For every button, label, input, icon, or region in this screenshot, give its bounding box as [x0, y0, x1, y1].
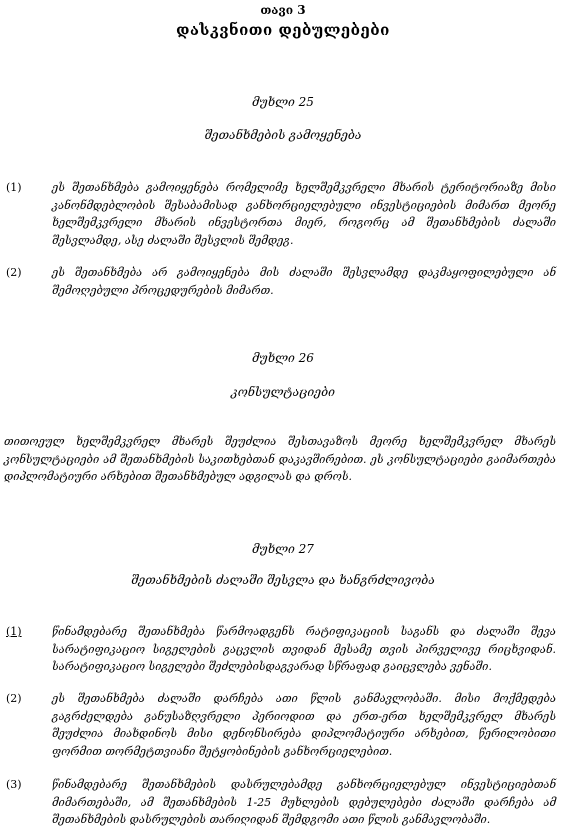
article-25-title: შეთანხმების გამოყენება [204, 128, 362, 142]
article-27-para-3-text: წინამდებარე შეთანხმების დასრულებამდე განხორციელებულ ინვესტიციებთან მიმართებაში, ამ შეთანხმების 1-25 მუხლების დებულებები ძალაში დარჩება ამ შეთანხმების დასრულების თარიღიდან შემდგომი ათი წლის განმავლობაში. [52, 778, 556, 826]
article-25-heading: მუხლი 25 [252, 95, 314, 109]
article-26-heading: მუხლი 26 [252, 351, 314, 365]
article-25-para-1-number: (1) [6, 181, 22, 194]
article-27-para-2-text: ეს შეთანხმება ძალაში დარჩება ათი წლის განმავლობაში. მისი მოქმედება გაგრძელდება განუსაზღვრელი პერიოდით და ერთ-ერთ ხელშემკვრელ მხარეს შეუძლია მიახდინოს მისი დენონსირება დიპლომატიური არხებით, წერილობითი ფორმით თორმეტთვიანი შეტყობინების განხორციელებით. [52, 692, 556, 758]
article-27-title: შეთანხმების ძალაში შესვლა და ხანგრძლივობა [131, 573, 435, 587]
article-27-para-2-number: (2) [6, 692, 22, 705]
article-26-title: კონსულტაციები [231, 385, 335, 399]
article-26-body: თითოეულ ხელშემკვრელ მხარეს შეუძლია შესთავაზოს მეორე ხელშემკვრელ მხარეს კონსულტაციები ამ შეთანხმების საკითხებთან დაკავშირებით. ეს კონსულტაციები გაიმართება დიპლომატიური არხებით შეთანხმებულ ადგილას და დროს. [4, 435, 556, 483]
article-27-para-1-number: (1) [6, 625, 22, 638]
chapter-number: თავი 3 [260, 3, 306, 17]
article-27-para-1-text: წინამდებარე შეთანხმება წარმოადგენს რატიფიკაციის საგანს და ძალაში შევა სარატიფიკაციო სიგელების გაცვლის თვიდან მესამე თვის პირველივე რიცხვიდან. სარატიფიკაციო სიგელები შეძლებისდაგვარად სწრაფად გაიცვლება ვენაში. [52, 625, 556, 673]
article-25-para-2-text: ეს შეთანხმება არ გამოიყენება მის ძალაში შესვლამდე დაკმაყოფილებული ან შემოღებული პროცედურების მიმართ. [52, 266, 556, 297]
article-25-para-2-number: (2) [6, 266, 22, 279]
article-27-heading: მუხლი 27 [252, 542, 314, 556]
chapter-title: დასკვნითი დებულებები [176, 21, 390, 39]
article-27-para-3-number: (3) [6, 778, 22, 791]
article-25-para-1-text: ეს შეთანხმება გამოიყენება რომელიმე ხელშემკვრელი მხარის ტერიტორიაზე მისი კანონმდებლობის შესაბამისად განხორციელებული ინვესტიციების მიმართ მეორე ხელშემკვრელი მხარის ინვესტორთა მიერ, როგორც ამ შეთანხმების ძალაში შესვლამდე, ასე ძალაში შესვლის შემდეგ. [52, 181, 556, 247]
